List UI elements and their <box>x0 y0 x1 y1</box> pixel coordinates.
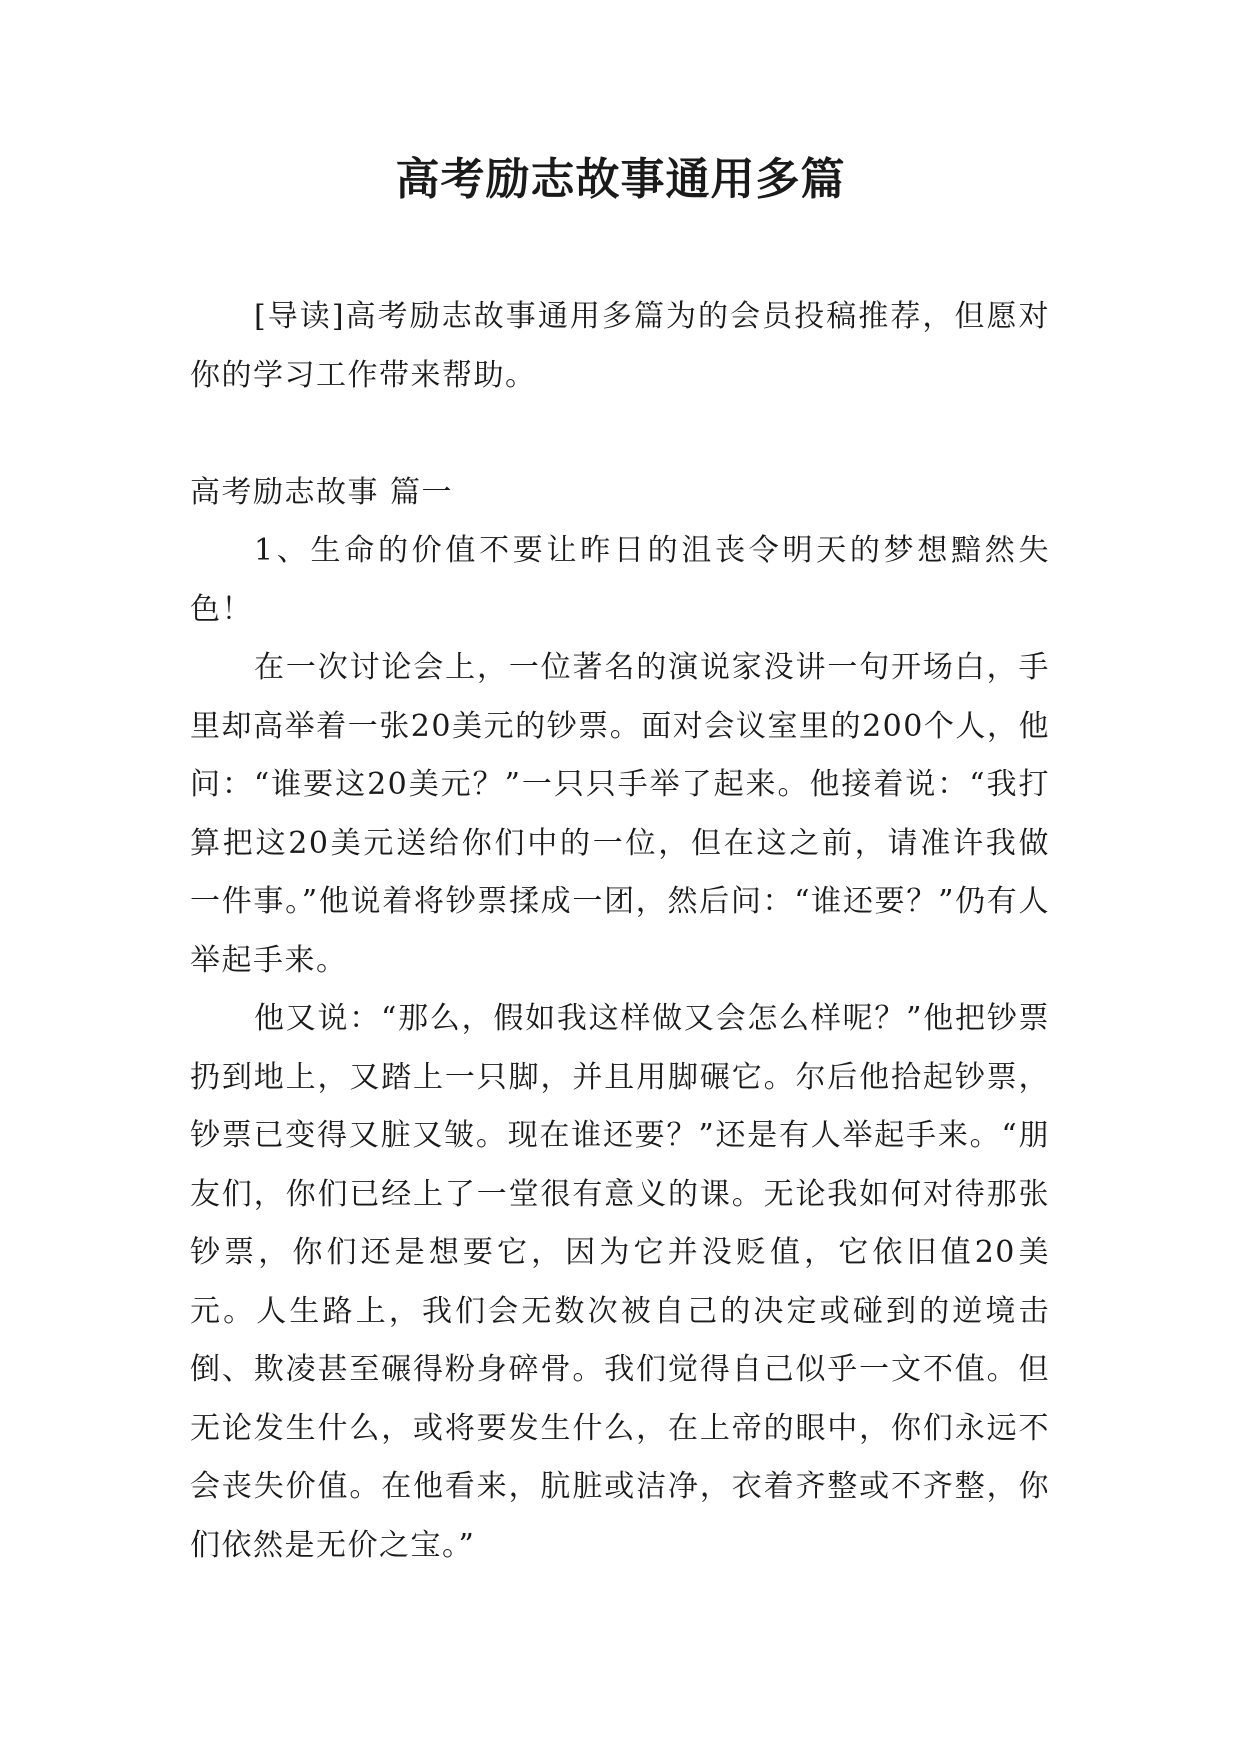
page-title: 高考励志故事通用多篇 <box>395 154 846 205</box>
body-paragraph: 1、生命的价值不要让昨日的沮丧令明天的梦想黯然失色！ <box>190 533 1050 627</box>
body-paragraph: 他又说：“那么，假如我这样做又会怎么样呢？”他把钞票扔到地上，又踏上一只脚，并且用脚碾它。尔后他拾起钞票，钞票已变得又脏又皱。现在谁还要？”还是有人举起手来。“朋友们，你们已经上了一堂很有意义的课。无论我如何对待那张钞票，你们还是想要它，因为它并没贬值，它依旧值20美元。人生路上，我们会无数次被自己的决定或碰到的逆境击倒、欺凌甚至碾得粉身碎骨。我们觉得自己似乎一文不值。但无论发生什么，或将要发生什么，在上帝的眼中，你们永远不会丧失价值。在他看来，肮脏或洁净，衣着齐整或不齐整，你们依然是无价之宝。” <box>190 1001 1050 1563</box>
intro-paragraph: [导读]高考励志故事通用多篇为的会员投稿推荐，但愿对你的学习工作带来帮助。 <box>190 299 1050 393</box>
section-heading: 高考励志故事 篇一 <box>190 474 454 510</box>
blank-line <box>190 405 1050 464</box>
body-paragraph: 在一次讨论会上，一位著名的演说家没讲一句开场白，手里却高举着一张20美元的钞票。面对会议室里的200个人，他问：“谁要这20美元？”一只只手举了起来。他接着说：“我打算把这20美元送给你们中的一位，但在这之前，请准许我做一件事。”他说着将钞票揉成一团，然后问：“谁还要？”仍有人举起手来。 <box>190 650 1050 978</box>
document-body <box>190 288 1050 1575</box>
